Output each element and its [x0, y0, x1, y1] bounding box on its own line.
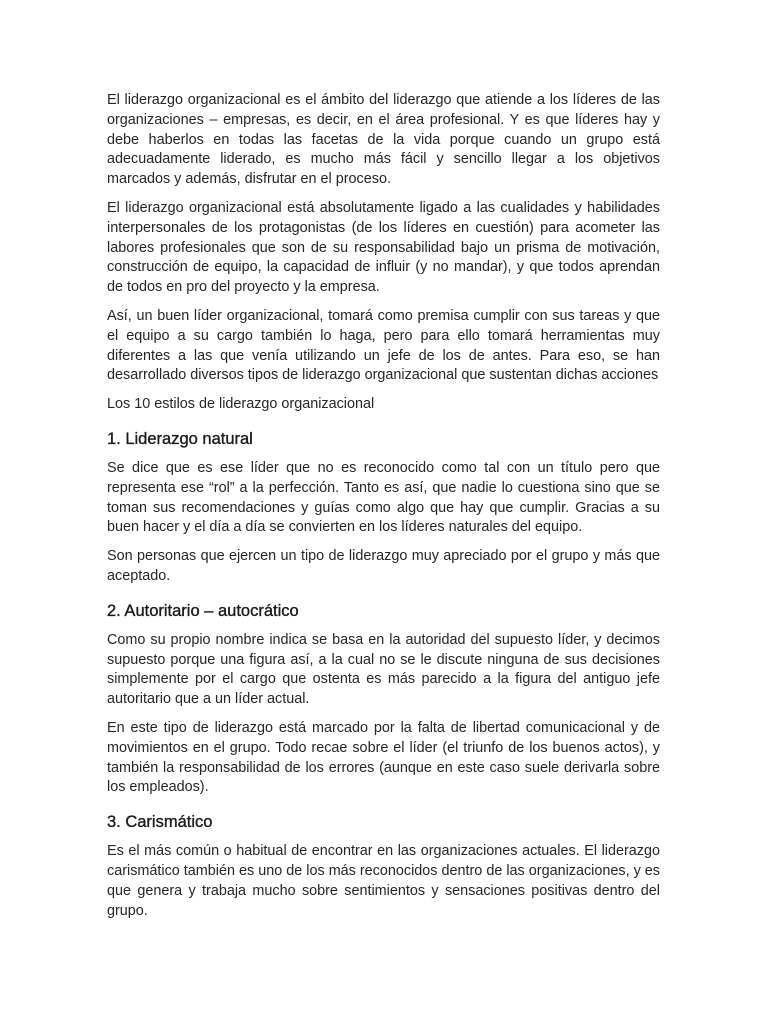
section-paragraph: Como su propio nombre indica se basa en la autoridad del supuesto líder, y decimos supuesto porque una figura así, a la cual no se le discute ninguna de sus decisiones simplemente por el cargo que ostenta es más parecido a la figura del antiguo jefe autoritario que a un líder actual. — [107, 631, 660, 708]
section-heading: 1. Liderazgo natural — [107, 429, 253, 448]
section-paragraph: Se dice que es ese líder que no es reconocido como tal con un título pero que representa ese “rol” a la perfección. Tanto es así, que nadie lo cuestiona sino que se toman sus recomendaciones y guías como algo que hay que cumplir. Gracias a su buen hacer y el día a día se convierten en los líderes naturales del equipo. — [107, 459, 660, 536]
section-heading: 3. Carismático — [107, 813, 213, 832]
intro-paragraph: Así, un buen líder organizacional, tomará como premisa cumplir con sus tareas y que el equipo a su cargo también lo haga, pero para ello tomará herramientas muy diferentes a las que venía utilizando un jefe de los de antes. Para eso, se han desarrollado diversos tipos de liderazgo organizacional que sustentan dichas acciones — [107, 307, 660, 384]
document-page — [107, 91, 660, 930]
section-paragraph: Son personas que ejercen un tipo de liderazgo muy apreciado por el grupo y más que aceptado. — [107, 548, 660, 584]
list-intro: Los 10 estilos de liderazgo organizacional — [107, 396, 375, 413]
section-paragraph: En este tipo de liderazgo está marcado por la falta de libertad comunicacional y de movimientos en el grupo. Todo recae sobre el líder (el triunfo de los buenos actos), y también la responsabilidad de los errores (aunque en este caso suele derivarla sobre los empleados). — [107, 719, 660, 796]
section-paragraph: Es el más común o habitual de encontrar en las organizaciones actuales. El liderazgo carismático también es uno de los más reconocidos dentro de las organizaciones, y es que genera y trabaja mucho sobre sentimientos y sensaciones positivas dentro del grupo. — [107, 843, 660, 919]
section-heading: 2. Autoritario – autocrático — [107, 601, 299, 620]
intro-paragraph: El liderazgo organizacional está absolutamente ligado a las cualidades y habilidades interpersonales de los protagonistas (de los líderes en cuestión) para acometer las labores profesionales que son de su responsabilidad bajo un prisma de motivación, construcción de equipo, la capacidad de influir (y no mandar), y que todos aprendan de todos en pro del proyecto y la empresa. — [107, 199, 660, 296]
intro-paragraph: El liderazgo organizacional es el ámbito del liderazgo que atiende a los líderes de las organizaciones – empresas, es decir, en el área profesional. Y es que líderes hay y debe haberlos en todas las facetas de la vida porque cuando un grupo está adecuadamente liderado, es mucho más fácil y sencillo llegar a los objetivos marcados y además, disfrutar en el proceso. — [107, 92, 660, 188]
